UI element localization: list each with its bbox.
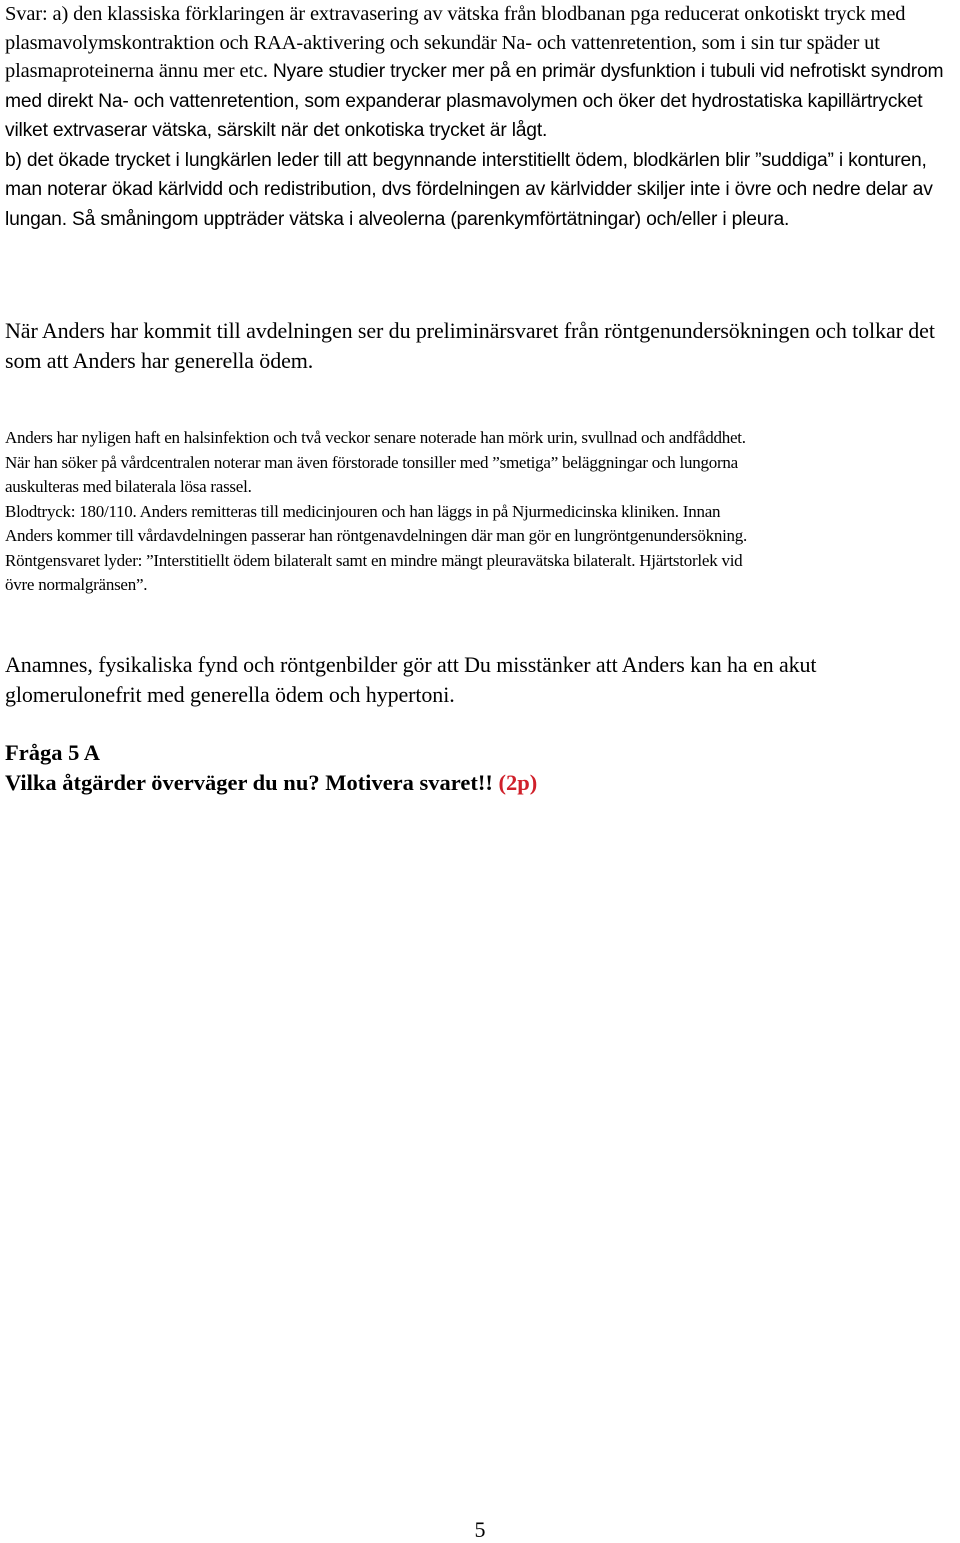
question-text: Vilka åtgärder överväger du nu? Motivera svaret!! (5, 769, 493, 795)
case-history-line: Röntgensvaret lyder: ”Interstitiellt ödem bilateralt samt en mindre mängt pleuravätska bilateralt. Hjärtstorlek vid (5, 550, 743, 570)
case-history-line: Anders har nyligen haft en halsinfektion och två veckor senare noterade han mörk urin, svullnad och andfåddhet. (5, 428, 746, 447)
answer-text (5, 0, 957, 234)
case-history-line: Blodtryck: 180/110. Anders remitteras till medicinjouren och han läggs in på Njurmedicinska kliniken. Innan (5, 501, 721, 521)
suspicion-paragraph: Anamnes, fysikaliska fynd och röntgenbilder gör att Du misstänker att Anders kan ha en akut glomerulonefrit med generella ödem och hypertoni. (5, 652, 817, 707)
case-history-line: auskulteras med bilaterala lösa rassel. (5, 477, 252, 496)
question-block (5, 738, 957, 797)
page-number: 5 (474, 1517, 486, 1542)
question-text-line (5, 768, 957, 798)
case-history-line: När han söker på vårdcentralen noterar man även förstorade tonsiller med ”smetiga” beläggningar och lungorna (5, 452, 738, 472)
case-history-line: övre normalgränsen”. (5, 575, 148, 594)
answer-b: b) det ökade trycket i lungkärlen leder till att begynnande interstitiellt ödem, blodkärlen blir ”suddiga” i konturen, man noterar ökad kärlvidd och redistribution, dvs fördelningen av kärlvidder skiljer inte i övre och nedre delar av lungan. Så småningom uppträder vätska i alveolerna (parenkymförtätningar) och/eller i pleura. (5, 149, 933, 230)
answer-a-part2: Nyare studier trycker mer på en primär dysfunktion i tubuli vid nefrotiskt syndrom med direkt Na- och vattenretention, som expanderar plasmavolymen och öker det hydrostatiska kapillärtrycket vilket extrvaserar vätska, särskilt när det onkotiska trycket är lågt. (5, 61, 944, 141)
case-history-line: Anders kommer till vårdavdelningen passerar han röntgenavdelningen där man gör en lungröntgenundersökning. (5, 526, 748, 545)
ward-paragraph: När Anders har kommit till avdelningen ser du preliminärsvaret från röntgenundersökningen och tolkar det som att Anders har generella ödem. (5, 318, 935, 373)
question-points: (2p) (498, 769, 538, 795)
answer-a-part1: Svar: a) den klassiska förklaringen är extravasering av vätska från blodbanan pga reducerat onkotiskt tryck med plasmavolymskontraktion och RAA-aktivering och sekundär Na- och vattenretention, som i sin tur späder ut plasmaproteinerna ännu mer etc. (5, 3, 906, 82)
question-label: Fråga 5 A (5, 740, 100, 765)
case-history (5, 426, 957, 598)
